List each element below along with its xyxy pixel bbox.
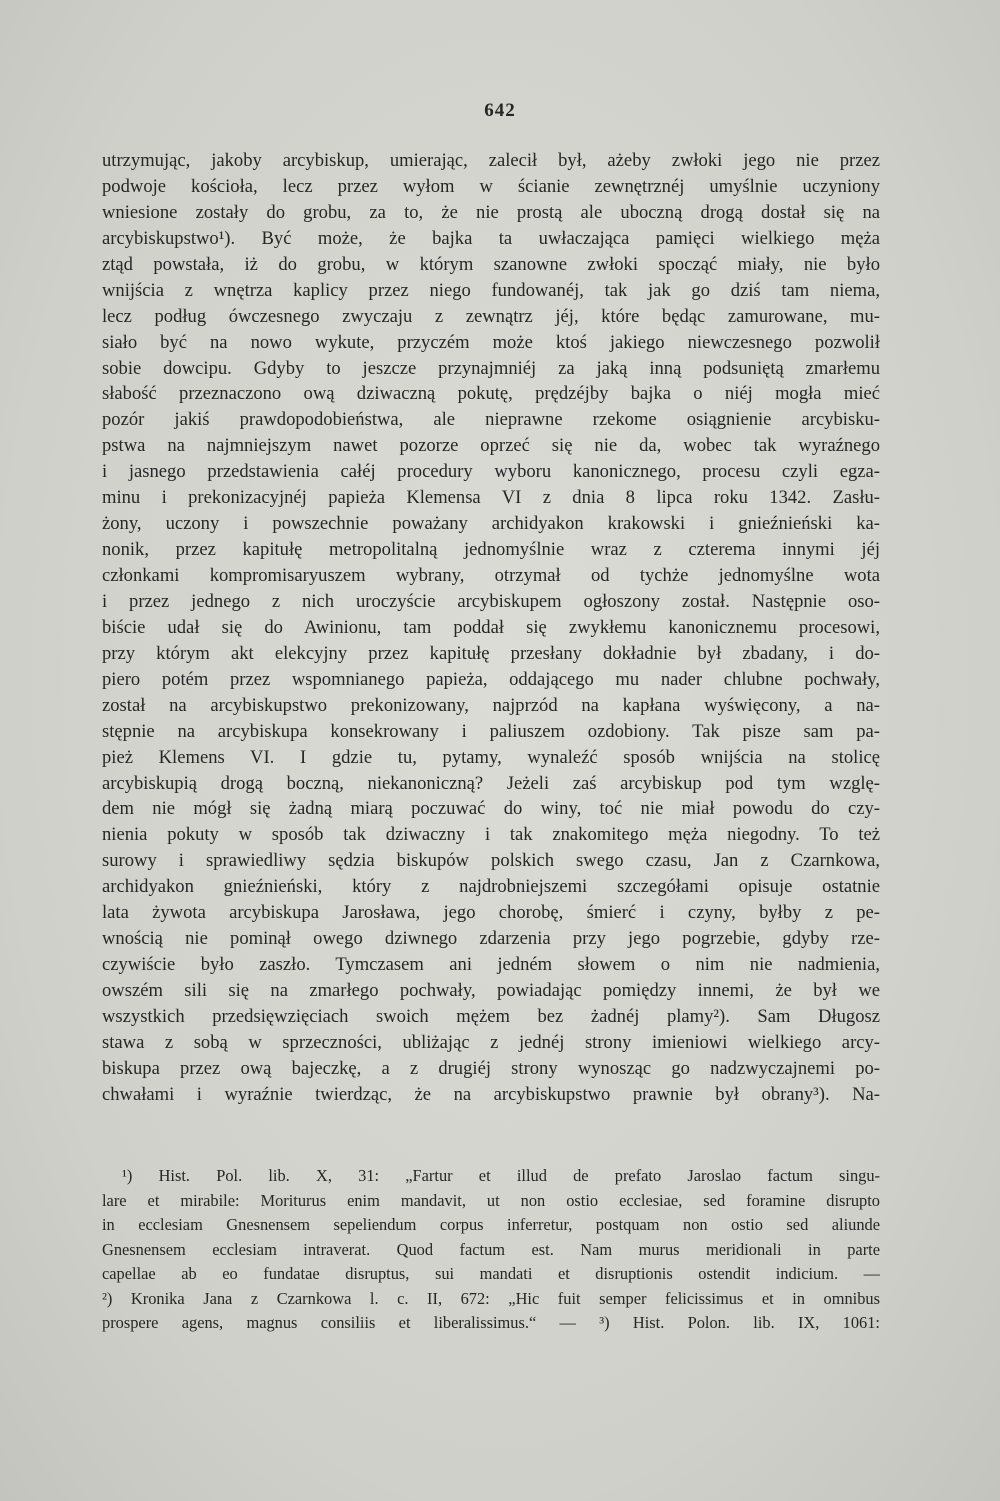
text-line: i przez jednego z nich uroczyście arcybiskupem ogłoszony został. Następnie oso- bbox=[102, 590, 880, 612]
text-line: biskupa przez ową bajeczkę, a z drugiéj strony wynosząc go nadzwyczajnemi po- bbox=[102, 1057, 880, 1079]
text-line: siało być na nowo wykute, przyczém może ktoś jakiego niewczesnego pozwolił bbox=[102, 331, 880, 353]
text-line: przy którym akt elekcyjny przez kapitułę przesłany dokładnie był zbadany, i do- bbox=[102, 642, 880, 664]
footnote-line: lare et mirabile: Moriturus enim mandavit, ut non ostio ecclesiae, sed foramine disrupto bbox=[102, 1190, 880, 1210]
text-line: pstwa na najmniejszym nawet pozorze oprzeć się nie da, wobec tak wyraźnego bbox=[102, 435, 880, 457]
text-line: pież Klemens VI. I gdzie tu, pytamy, wynaleźć sposób wnijścia na stolicę bbox=[102, 746, 880, 768]
text-line: wniesione zostały do grobu, za to, że nie prostą ale uboczną drogą dostał się na bbox=[102, 201, 880, 223]
text-line: nonik, przez kapitułę metropolitalną jednomyślnie wraz z czterema innymi jéj bbox=[102, 539, 880, 561]
text-line: minu i prekonizacyjnéj papieża Klemensa VI z dnia 8 lipca roku 1342. Zasłu- bbox=[102, 487, 880, 509]
text-line: arcybiskupią drogą boczną, niekanoniczną? Jeżeli zaś arcybiskup pod tym wzglę- bbox=[102, 772, 880, 794]
text-line: słabość przeznaczono ową dziwaczną pokutę, prędzéjby bajka o niéj mogła mieć bbox=[102, 383, 880, 405]
text-line: dem nie mógł się żadną miarą poczuwać do winy, toć nie miał powodu do czy- bbox=[102, 798, 880, 820]
text-line: został na arcybiskupstwo prekonizowany, najprzód na kapłana wyświęcony, a na- bbox=[102, 694, 880, 716]
text-line: owszém sili się na zmarłego pochwały, powiadając pomiędzy innemi, że był we bbox=[102, 980, 880, 1001]
text-line: piero potém przez wspomnianego papieża, oddającego mu nader chlubne pochwały, bbox=[102, 668, 880, 690]
text-line: nienia pokuty w sposób tak dziwaczny i tak znakomitego męża niegodny. To też bbox=[102, 824, 880, 846]
body-text bbox=[102, 148, 880, 1108]
text-line: i jasnego przedstawienia całéj procedury wyboru kanonicznego, procesu czyli egza- bbox=[102, 461, 880, 483]
text-line: lata żywota arcybiskupa Jarosława, jego chorobę, śmierć i czyny, byłby z pe- bbox=[102, 902, 880, 924]
text-line: lecz podług ówczesnego zwyczaju z zewnątrz jéj, które będąc zamurowane, mu- bbox=[102, 305, 880, 327]
footnote-line: Gnesnensem ecclesiam intraverat. Quod factum est. Nam murus meridionali in parte bbox=[102, 1239, 880, 1259]
text-line: surowy i sprawiedliwy sędzia biskupów polskich swego czasu, Jan z Czarnkowa, bbox=[102, 850, 880, 872]
footnote-line: ¹) Hist. Pol. lib. X, 31: „Fartur et illud de prefato Jaroslao factum singu- bbox=[122, 1166, 880, 1185]
footnote-line: in ecclesiam Gnesnensem sepeliendum corpus inferretur, postquam non ostio sed aliunde bbox=[102, 1215, 880, 1234]
text-line: utrzymując, jakoby arcybiskup, umierając, zalecił był, ażeby zwłoki jego nie przez bbox=[102, 150, 880, 171]
text-line: pozór jakiś prawdopodobieństwa, ale nieprawne rzekome osiągnienie arcybisku- bbox=[102, 409, 880, 431]
footnote-line: ²) Kronika Jana z Czarnkowa l. c. II, 672: „Hic fuit semper felicissimus et in omnibus bbox=[102, 1288, 880, 1308]
text-line: stępnie na arcybiskupa konsekrowany i paliuszem ozdobiony. Tak pisze sam pa- bbox=[102, 720, 880, 742]
text-line: członkami kompromisaryuszem wybrany, otrzymał od tychże jednomyślne wota bbox=[102, 565, 880, 586]
text-line: archidyakon gnieźnieński, który z najdrobniejszemi szczegółami opisuje ostatnie bbox=[102, 876, 880, 898]
text-line: stawa z sobą w sprzeczności, ubliżając z jednéj strony imieniowi wielkiego arcy- bbox=[102, 1031, 880, 1053]
text-line: arcybiskupstwo¹). Być może, że bajka ta uwłaczająca pamięci wielkiego męża bbox=[102, 227, 880, 249]
page-number: 642 bbox=[484, 100, 516, 121]
footnote-line: prospere agens, magnus consiliis et liberalissimus.“ — ³) Hist. Polon. lib. IX, 1061: bbox=[102, 1313, 880, 1332]
text-line: wnością nie pominął owego dziwnego zdarzenia przy jego pogrzebie, gdyby rze- bbox=[102, 928, 880, 950]
text-line: biście udał się do Awinionu, tam poddał się zwykłemu kanonicznemu procesowi, bbox=[102, 616, 880, 638]
text-line: ztąd powstała, iż do grobu, w którym szanowne zwłoki spocząć miały, nie było bbox=[102, 253, 880, 275]
footnotes bbox=[102, 1164, 880, 1336]
footnote-line: capellae ab eo fundatae disruptus, sui mandati et disruptionis ostendit indicium. — bbox=[102, 1264, 880, 1283]
text-line: wszystkich przedsięwzięciach swoich mężem bez żadnéj plamy²). Sam Długosz bbox=[102, 1005, 880, 1027]
text-line: sobie dowcipu. Gdyby to jeszcze przynajmniéj za jaką inną podsuniętą zmarłemu bbox=[102, 357, 880, 379]
text-line: żony, uczony i powszechnie poważany archidyakon krakowski i gnieźnieński ka- bbox=[102, 513, 880, 535]
text-line: czywiście było zaszło. Tymczasem ani jedném słowem o nim nie nadmienia, bbox=[102, 954, 880, 976]
text-line: chwałami i wyraźnie twierdząc, że na arcybiskupstwo prawnie był obrany³). Na- bbox=[102, 1083, 880, 1105]
text-line: wnijścia z wnętrza kaplicy przez niego fundowanéj, tak jak go dziś tam niema, bbox=[102, 279, 880, 301]
text-line: podwoje kościoła, lecz przez wyłom w ścianie zewnętrznéj umyślnie uczyniony bbox=[102, 175, 880, 197]
